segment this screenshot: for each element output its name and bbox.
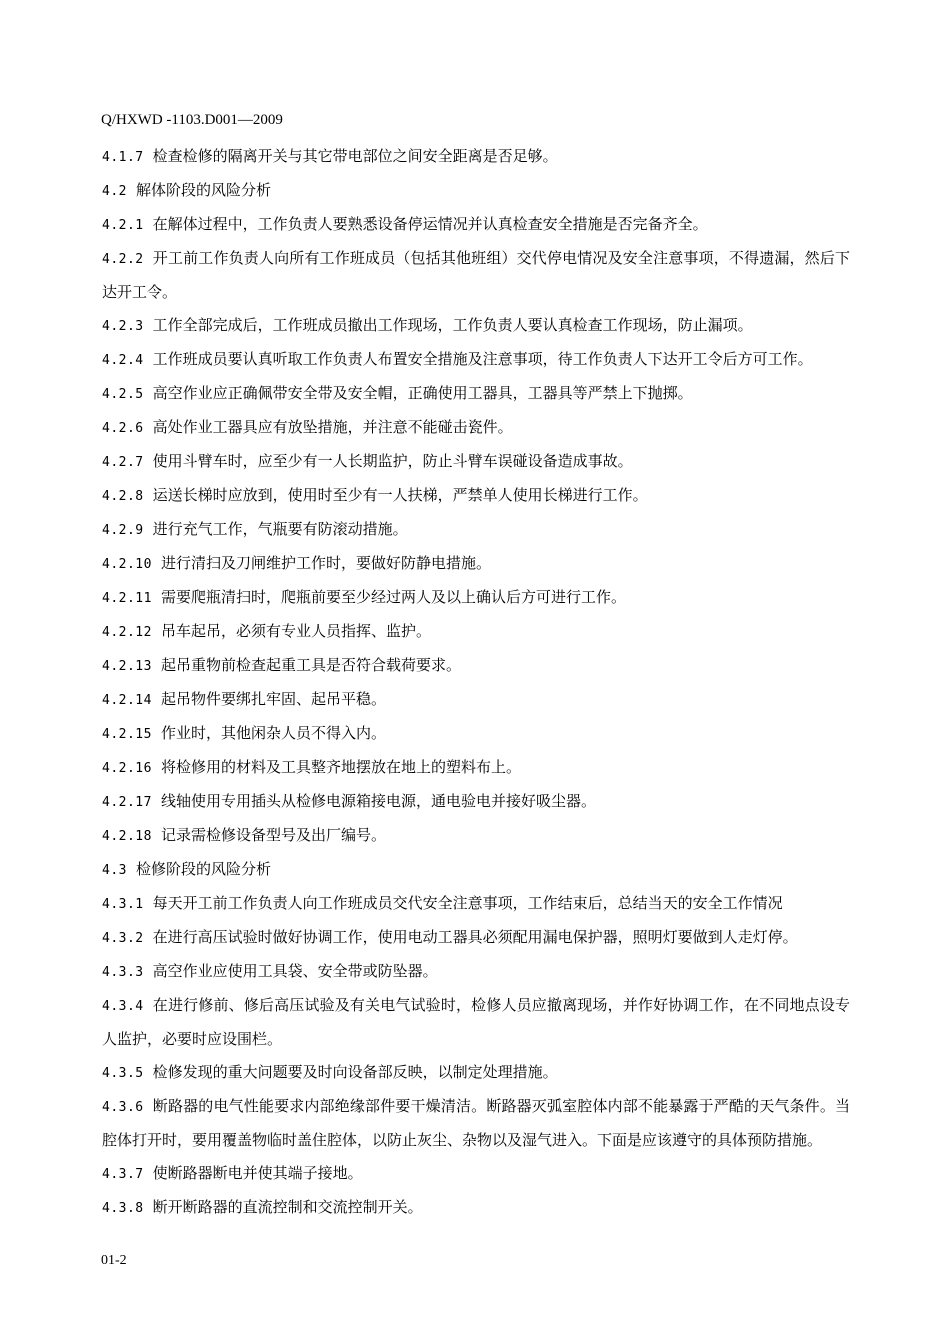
section-heading-4-3 xyxy=(102,853,850,887)
paragraph-4-2-18 xyxy=(102,819,850,853)
clause-text: 需要爬瓶清扫时，爬瓶前要至少经过两人及以上确认后方可进行工作。 xyxy=(160,588,626,606)
section-number: 4.3 xyxy=(102,863,127,878)
clause-text: 起吊重物前检查起重工具是否符合载荷要求。 xyxy=(160,656,461,674)
paragraph-4-3-2 xyxy=(102,921,850,955)
paragraph-4-2-17 xyxy=(102,785,850,819)
clause-number: 4.3.5 xyxy=(102,1066,144,1081)
paragraph-4-2-5 xyxy=(102,377,850,411)
clause-text: 在解体过程中，工作负责人要熟悉设备停运情况并认真检查安全措施是否完备齐全。 xyxy=(152,215,708,233)
clause-number: 4.2.5 xyxy=(102,387,144,402)
clause-text: 将检修用的材料及工具整齐地摆放在地上的塑料布上。 xyxy=(160,758,521,776)
paragraph-4-1-7 xyxy=(102,140,850,174)
clause-text: 起吊物件要绑扎牢固、起吊平稳。 xyxy=(160,690,386,708)
paragraph-4-2-11 xyxy=(102,581,850,615)
clause-number: 4.2.8 xyxy=(102,489,144,504)
clause-text: 断开断路器的直流控制和交流控制开关。 xyxy=(152,1198,423,1216)
clause-number: 4.2.1 xyxy=(102,218,144,233)
paragraph-4-2-3 xyxy=(102,309,850,343)
paragraph-4-3-8 xyxy=(102,1191,850,1225)
clause-number: 4.2.14 xyxy=(102,693,152,708)
clause-text: 每天开工前工作负责人向工作班成员交代安全注意事项，工作结束后，总结当天的安全工作情况 xyxy=(152,894,783,912)
clause-text: 工作班成员要认真听取工作负责人布置安全措施及注意事项，待工作负责人下达开工令后方可工作。 xyxy=(152,350,813,368)
clause-text: 使用斗臂车时，应至少有一人长期监护，防止斗臂车误碰设备造成事故。 xyxy=(152,452,633,470)
section-title: 检修阶段的风险分析 xyxy=(135,860,271,878)
clause-number: 4.2.6 xyxy=(102,421,144,436)
clause-number: 4.2.10 xyxy=(102,557,152,572)
paragraph-4-2-2 xyxy=(102,242,850,309)
paragraph-4-2-6 xyxy=(102,411,850,445)
paragraph-4-2-7 xyxy=(102,445,850,479)
document-code-header: Q/HXWD -1103.D001—2009 xyxy=(101,112,283,128)
clause-text: 运送长梯时应放到，使用时至少有一人扶梯，严禁单人使用长梯进行工作。 xyxy=(152,486,648,504)
document-body xyxy=(102,140,850,1225)
section-heading-4-2 xyxy=(102,174,850,208)
clause-text: 断路器的电气性能要求内部绝缘部件要干燥清洁。断路器灭弧室腔体内部不能暴露于严酷的天气条件。当腔体打开时，要用覆盖物临时盖住腔体，以防止灰尘、杂物以及湿气进入。下面是应该遵守的具体预防措施。 xyxy=(102,1097,850,1149)
clause-number: 4.2.13 xyxy=(102,659,152,674)
clause-text: 进行充气工作，气瓶要有防滚动措施。 xyxy=(152,520,408,538)
clause-number: 4.3.4 xyxy=(102,999,144,1014)
clause-number: 4.2.18 xyxy=(102,829,152,844)
clause-text: 高空作业应正确佩带安全带及安全帽，正确使用工器具，工器具等严禁上下抛掷。 xyxy=(152,384,693,402)
clause-number: 4.3.1 xyxy=(102,897,144,912)
clause-text: 检查检修的隔离开关与其它带电部位之间安全距离是否足够。 xyxy=(152,147,558,165)
clause-number: 4.2.9 xyxy=(102,523,144,538)
clause-number: 4.2.16 xyxy=(102,761,152,776)
page-number-footer: 01-2 xyxy=(101,1253,127,1268)
clause-number: 4.2.17 xyxy=(102,795,152,810)
paragraph-4-2-8 xyxy=(102,479,850,513)
clause-number: 4.2.4 xyxy=(102,353,144,368)
section-number: 4.2 xyxy=(102,184,127,199)
clause-text: 检修发现的重大问题要及时向设备部反映，以制定处理措施。 xyxy=(152,1063,558,1081)
paragraph-4-2-15 xyxy=(102,717,850,751)
clause-text: 使断路器断电并使其端子接地。 xyxy=(152,1164,363,1182)
clause-text: 高处作业工器具应有放坠措施，并注意不能碰击瓷件。 xyxy=(152,418,513,436)
clause-number: 4.2.3 xyxy=(102,319,144,334)
clause-text: 在进行高压试验时做好协调工作，使用电动工器具必须配用漏电保护器，照明灯要做到人走灯停。 xyxy=(152,928,798,946)
clause-number: 4.2.2 xyxy=(102,252,144,267)
clause-number: 4.2.11 xyxy=(102,591,152,606)
paragraph-4-2-10 xyxy=(102,547,850,581)
paragraph-4-2-16 xyxy=(102,751,850,785)
clause-text: 作业时，其他闲杂人员不得入内。 xyxy=(160,724,386,742)
paragraph-4-3-7 xyxy=(102,1157,850,1191)
clause-number: 4.3.6 xyxy=(102,1100,144,1115)
clause-text: 在进行修前、修后高压试验及有关电气试验时，检修人员应撤离现场，并作好协调工作，在不同地点设专人监护，必要时应设围栏。 xyxy=(102,996,850,1048)
paragraph-4-3-5 xyxy=(102,1056,850,1090)
clause-number: 4.3.2 xyxy=(102,931,144,946)
clause-text: 记录需检修设备型号及出厂编号。 xyxy=(160,826,386,844)
paragraph-4-2-4 xyxy=(102,343,850,377)
clause-number: 4.2.12 xyxy=(102,625,152,640)
clause-number: 4.3.8 xyxy=(102,1201,144,1216)
paragraph-4-3-3 xyxy=(102,955,850,989)
clause-number: 4.2.7 xyxy=(102,455,144,470)
section-title: 解体阶段的风险分析 xyxy=(135,181,271,199)
clause-text: 高空作业应使用工具袋、安全带或防坠器。 xyxy=(152,962,438,980)
clause-text: 吊车起吊，必须有专业人员指挥、监护。 xyxy=(160,622,431,640)
paragraph-4-2-1 xyxy=(102,208,850,242)
clause-text: 开工前工作负责人向所有工作班成员（包括其他班组）交代停电情况及安全注意事项，不得遗漏，然后下达开工令。 xyxy=(102,249,850,301)
paragraph-4-2-14 xyxy=(102,683,850,717)
paragraph-4-2-9 xyxy=(102,513,850,547)
clause-text: 工作全部完成后，工作班成员撤出工作现场，工作负责人要认真检查工作现场，防止漏项。 xyxy=(152,316,753,334)
paragraph-4-2-12 xyxy=(102,615,850,649)
clause-number: 4.3.7 xyxy=(102,1167,144,1182)
clause-number: 4.1.7 xyxy=(102,150,144,165)
clause-number: 4.3.3 xyxy=(102,965,144,980)
paragraph-4-3-4 xyxy=(102,989,850,1056)
clause-number: 4.2.15 xyxy=(102,727,152,742)
clause-text: 线轴使用专用插头从检修电源箱接电源，通电验电并接好吸尘器。 xyxy=(160,792,596,810)
paragraph-4-2-13 xyxy=(102,649,850,683)
paragraph-4-3-6 xyxy=(102,1090,850,1157)
paragraph-4-3-1 xyxy=(102,887,850,921)
clause-text: 进行清扫及刀闸维护工作时，要做好防静电措施。 xyxy=(160,554,491,572)
